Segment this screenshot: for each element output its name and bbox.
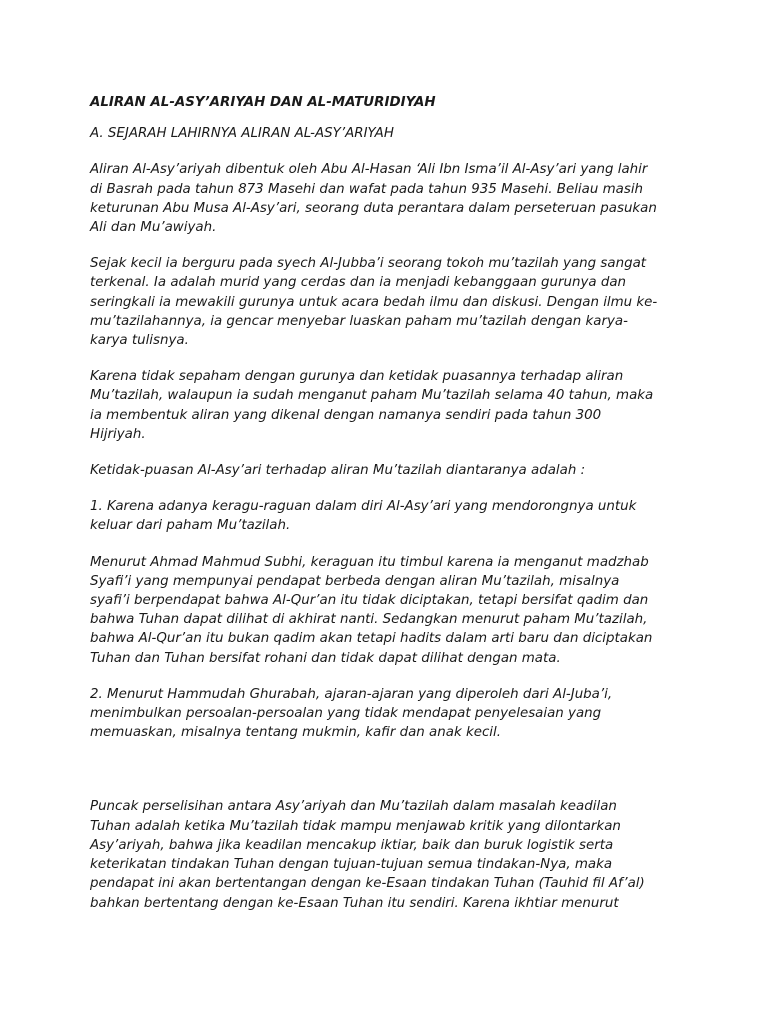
paragraph-line: 2. Menurut Hammudah Ghurabah, ajaran-ajaran yang diperoleh dari Al-Juba’i, [90,686,613,702]
paragraph-line: bahwa Tuhan dapat dilihat di akhirat nanti. Sedangkan menurut paham Mu’tazilah, [90,612,648,628]
paragraph-line: Asy’ariyah, bahwa jika keadilan mencakup iktiar, baik dan buruk logistik serta [90,837,614,853]
paragraph-line: terkenal. Ia adalah murid yang cerdas dan ia menjadi kebanggaan gurunya dan [90,275,627,291]
paragraph-line: Karena tidak sepaham dengan gurunya dan ketidak puasannya terhadap aliran [90,369,624,385]
paragraph-line: Puncak perselisihan antara Asy’ariyah dan Mu’tazilah dalam masalah keadilan [90,799,617,815]
paragraph-education [90,254,690,350]
section-heading: A. SEJARAH LAHIRNYA ALIRAN AL-ASY’ARIYAH [90,126,394,142]
paragraph-line: keluar dari paham Mu’tazilah. [90,518,291,534]
paragraph-line: karya tulisnya. [90,333,189,349]
paragraph-line: ia membentuk aliran yang dikenal dengan namanya sendiri pada tahun 300 [90,407,602,423]
paragraph-subhi-opinion [90,553,690,668]
paragraph-line: bahwa Al-Qur’an itu bukan qadim akan tetapi hadits dalam arti baru dan diciptakan [90,631,653,647]
paragraph-line: Mu’tazilah, walaupun ia sudah menganut paham Mu’tazilah selama 40 tahun, maka [90,388,654,404]
paragraph-line: keterikatan tindakan Tuhan dengan tujuan-tujuan semua tindakan-Nya, maka [90,857,613,873]
paragraph-line: seringkali ia mewakili gurunya untuk acara bedah ilmu dan diskusi. Dengan ilmu ke- [90,294,658,310]
paragraph-line: Menurut Ahmad Mahmud Subhi, keraguan itu timbul karena ia menganut madzhab [90,554,649,570]
paragraph-line: 1. Karena adanya keragu-raguan dalam diri Al-Asy’ari yang mendorongnya untuk [90,499,637,515]
paragraph-point-one [90,497,690,535]
paragraph-origin [90,160,690,237]
paragraph-line: Sejak kecil ia berguru pada syech Al-Jubba’i seorang tokoh mu’tazilah yang sangat [90,256,647,272]
paragraph-line: keturunan Abu Musa Al-Asy’ari, seorang duta perantara dalam perseteruan pasukan [90,200,657,216]
paragraph-dispute-peak [90,797,690,912]
paragraph-line: Tuhan adalah ketika Mu’tazilah tidak mampu menjawab kritik yang dilontarkan [90,818,621,834]
paragraph-line: Tuhan dan Tuhan bersifat rohani dan tidak dapat dilihat dengan mata. [90,650,561,666]
paragraph-line: memuaskan, misalnya tentang mukmin, kafir dan anak kecil. [90,725,502,741]
paragraph-line: bahkan bertentang dengan ke-Esaan Tuhan itu sendiri. Karena ikhtiar menurut [90,895,619,911]
paragraph-line: syafi’i berpendapat bahwa Al-Qur’an itu tidak diciptakan, tetapi bersifat qadim dan [90,593,649,609]
paragraph-line: pendapat ini akan bertentangan dengan ke-Esaan tindakan Tuhan (Tauhid fil Af’al) [90,876,645,892]
blank-gap [90,759,690,797]
paragraph-line: Syafi’i yang mempunyai pendapat berbeda dengan aliran Mu’tazilah, misalnya [90,573,620,589]
paragraph-line: menimbulkan persoalan-persoalan yang tidak mendapat penyelesaian yang [90,706,602,722]
paragraph-line: Ali dan Mu’awiyah. [90,220,217,236]
paragraph-founding [90,367,690,444]
paragraph-line: Hijriyah. [90,426,146,442]
paragraph-point-two [90,685,690,743]
paragraph-line: Ketidak-puasan Al-Asy’ari terhadap aliran Mu’tazilah diantaranya adalah : [90,463,586,479]
paragraph-line: Aliran Al-Asy’ariyah dibentuk oleh Abu Al-Hasan ‘Ali Ibn Isma’il Al-Asy’ari yang lahir [90,162,648,178]
paragraph-line: di Basrah pada tahun 873 Masehi dan wafat pada tahun 935 Masehi. Beliau masih [90,181,644,197]
document-page [90,93,690,930]
paragraph-dissatisfaction-intro [90,461,690,480]
document-title: ALIRAN AL-ASY’ARIYAH DAN AL-MATURIDIYAH [90,95,436,110]
paragraph-line: mu’tazilahannya, ia gencar menyebar luaskan paham mu’tazilah dengan karya- [90,313,628,329]
